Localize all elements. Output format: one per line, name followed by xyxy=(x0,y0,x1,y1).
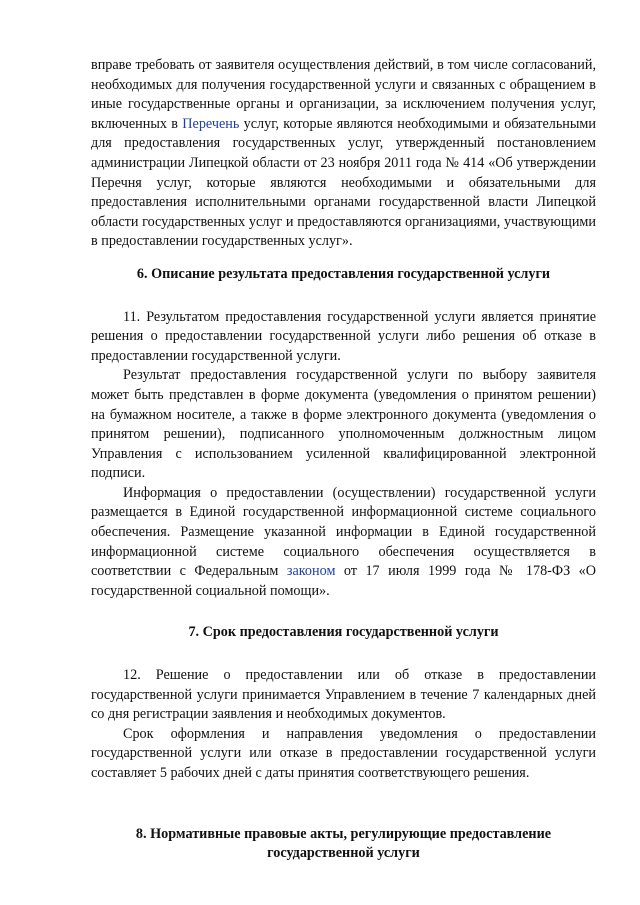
section-8-heading xyxy=(91,825,596,864)
section-6-p3-part2: от 17 июля 1999 года № 178-ФЗ «О государственной социальной помощи». xyxy=(91,563,596,599)
section-6-paragraph-3 xyxy=(91,484,596,602)
section-7-heading: 7. Срок предоставления государственной услуги xyxy=(188,624,499,641)
section-6-paragraph-1: 11. Результатом предоставления государственной услуги является принятие решения о предоставлении государственной услуги либо решения об отказе в предоставлении государственной услуги. xyxy=(91,308,596,364)
spacer xyxy=(91,285,596,308)
spacer xyxy=(91,784,596,825)
section-6-paragraph-2: Результат предоставления государственной услуги по выбору заявителя может быть представлен в форме документа (уведомления о принятом решении) на бумажном носителе, а также в форме электронного документа (уведомления о принятом решении), подписанного уполномоченным должностным лицом Управления с использованием усиленной квалифицированной электронной подписи. xyxy=(91,367,596,482)
section-7-paragraph-2: Срок оформления и направления уведомления о предоставлении государственной услуги или отказе в предоставлении государственной услуги составляет 5 рабочих дней с даты принятия соответствующего решения. xyxy=(91,725,596,781)
spacer xyxy=(91,252,596,265)
section-6-p3-part1: Информация о предоставлении (осуществлении) государственной услуги размещается в Единой государственной информационной системе социального обеспечения. Размещение указанной информации в Единой государственной информационной системе социального обеспечения осуществляется в соответствии с Федеральным xyxy=(91,484,596,580)
spacer xyxy=(91,601,596,623)
intro-text-part2: услуг, которые являются необходимыми и обязательными для предоставления государственных услуг, утвержденный постановлением администрации Липецкой области от 23 ноября 2011 года № 414 «Об утверждении Перечня услуг, которые являются необходимыми и обязательными для предоставления исполнительными органами государственной власти Липецкой области государственных услуг и предоставляются организациями, участвующими в предоставлении государственных услуг». xyxy=(91,115,596,250)
section-8-heading-line-1: 8. Нормативные правовые акты, регулирующие предоставление xyxy=(135,825,552,842)
section-6-heading: 6. Описание результата предоставления государственной услуги xyxy=(136,265,551,282)
section-8-heading-line-2: государственной услуги xyxy=(267,845,420,862)
section-7-paragraph-1: 12. Решение о предоставлении или об отказе в предоставлении государственной услуги принимается Управлением в течение 7 календарных дней со дня регистрации заявления и необходимых документов. xyxy=(91,667,596,723)
intro-text-part1: вправе требовать от заявителя осуществления действий, в том числе согласований, необходимых для получения государственной услуги и связанных с обращением в иные государственные органы и организации, за исключением получения услуг, включенных в xyxy=(91,57,596,132)
federal-law-link[interactable]: законом xyxy=(286,563,336,580)
perechen-link[interactable]: Перечень xyxy=(182,115,240,132)
spacer xyxy=(91,643,596,666)
document-body xyxy=(91,56,596,864)
intro-paragraph xyxy=(91,56,596,252)
